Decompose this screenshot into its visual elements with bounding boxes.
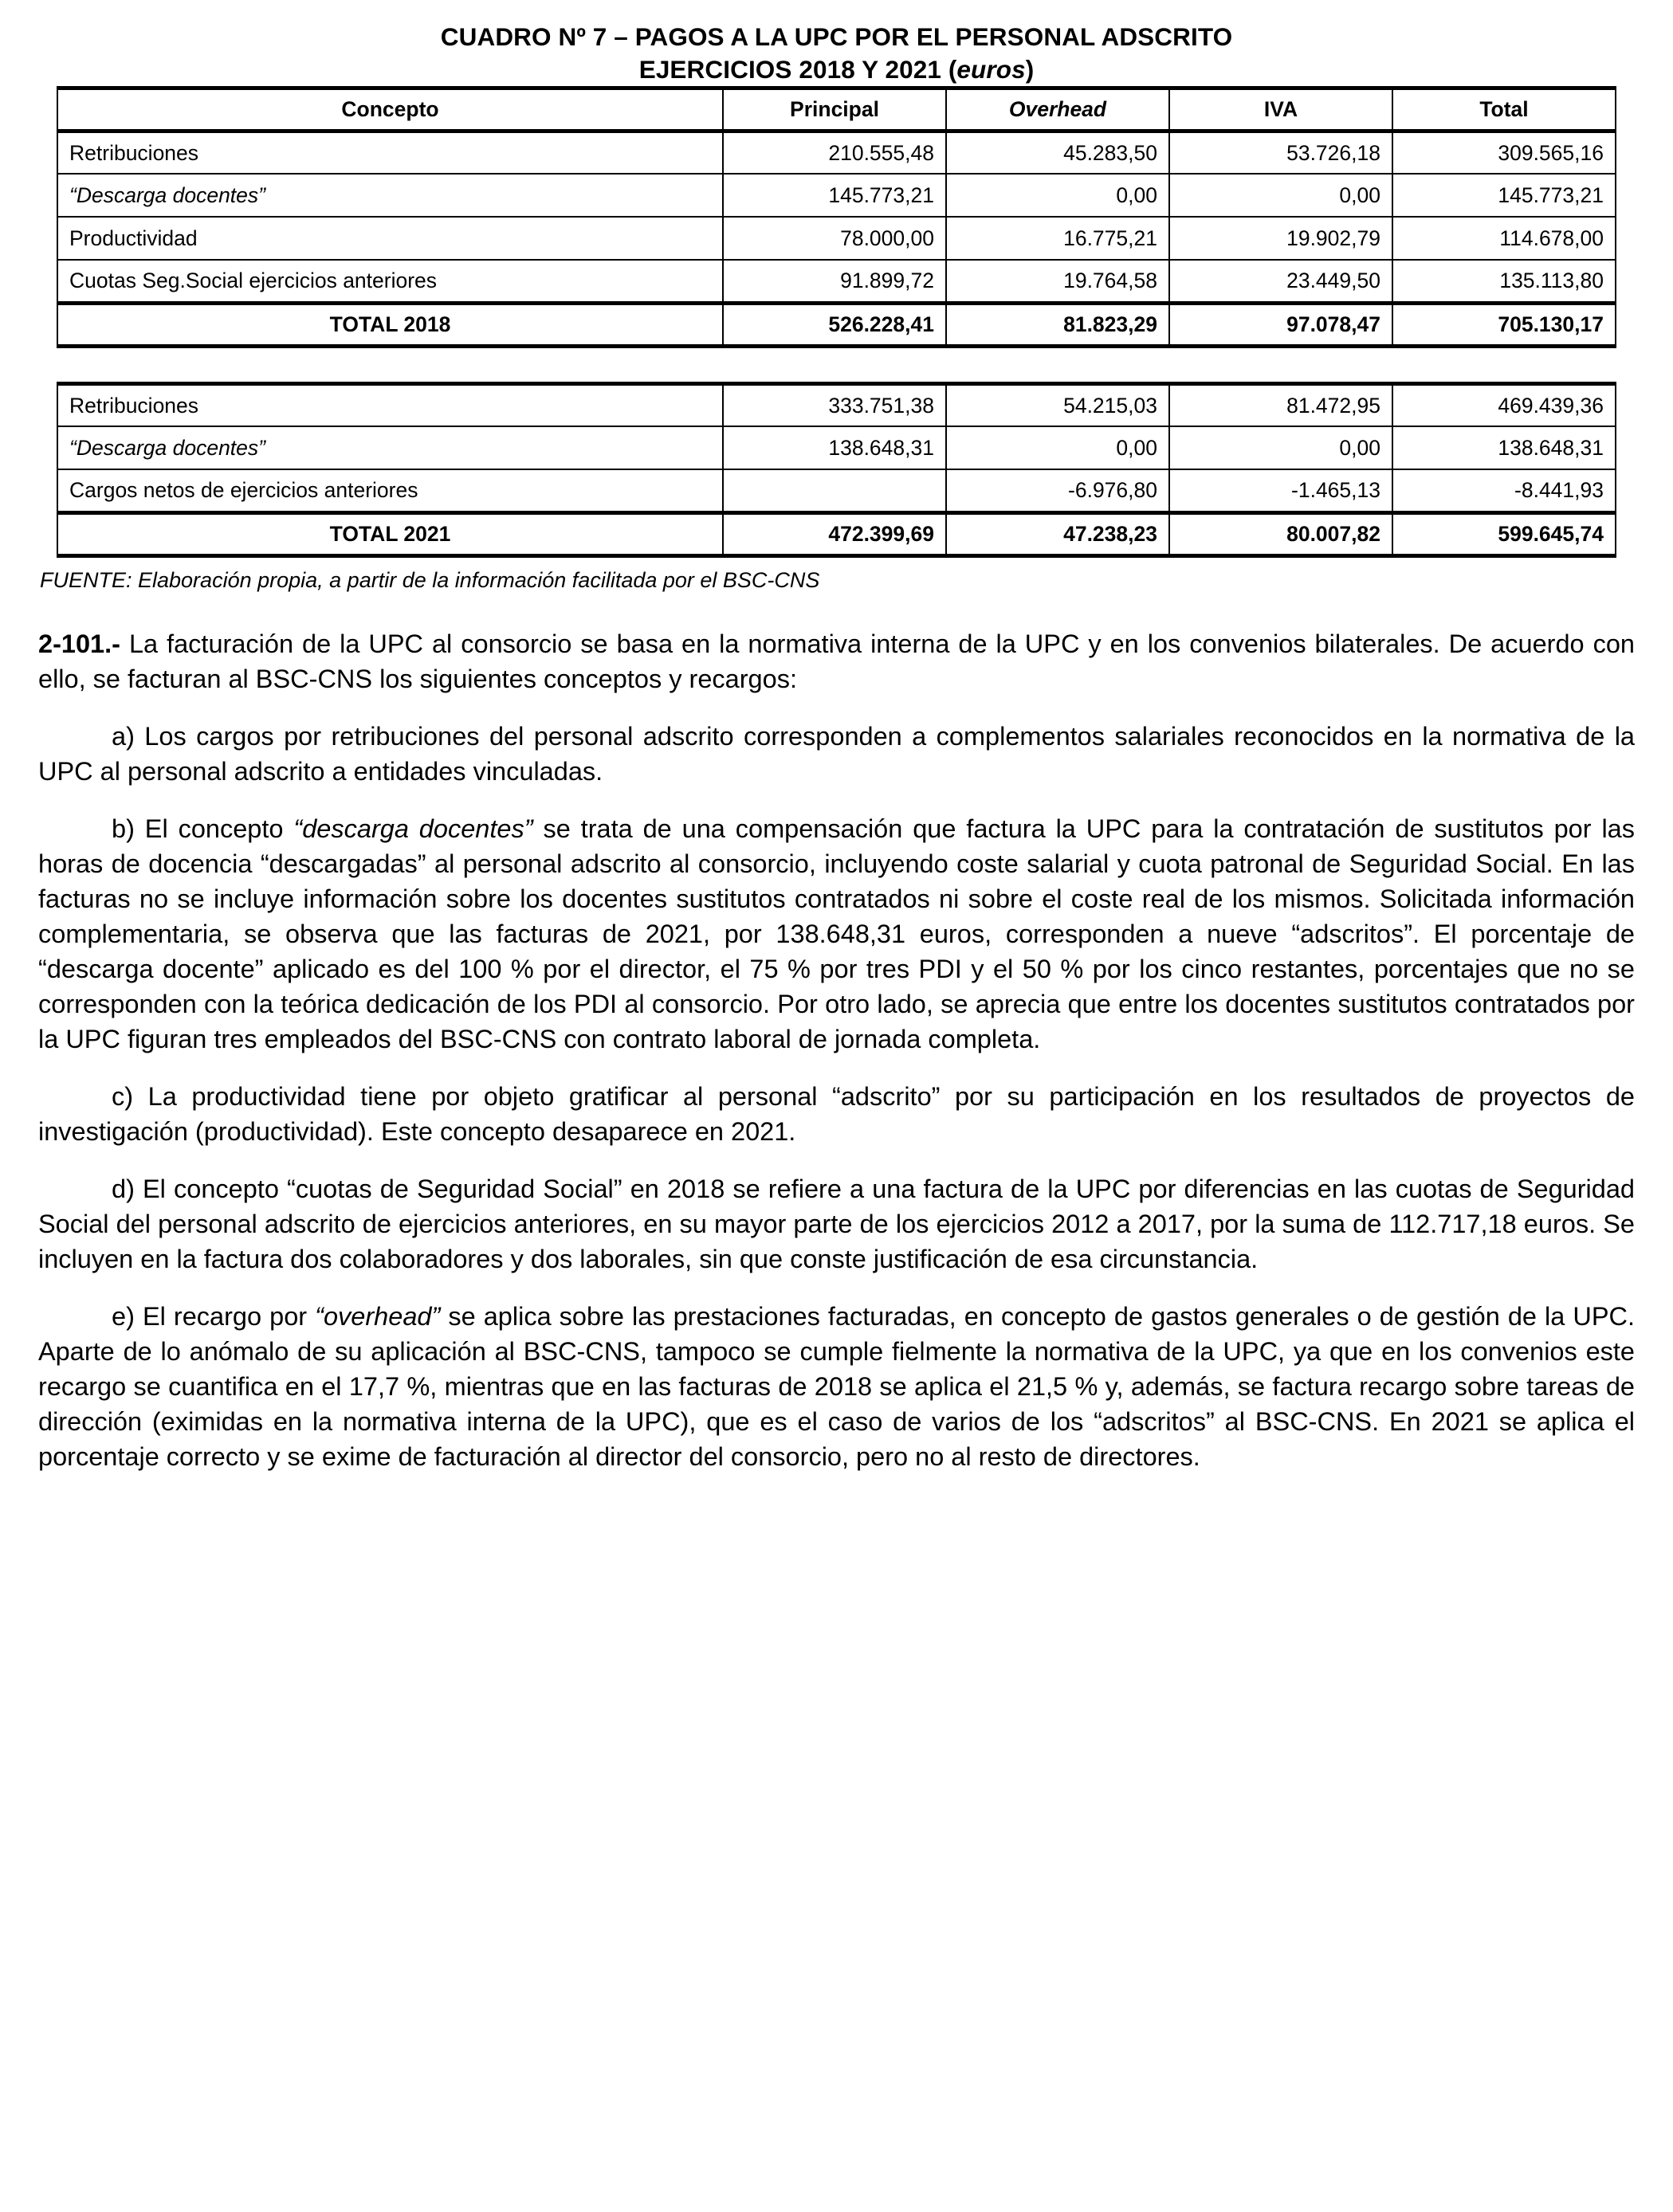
table-row [57,131,1616,174]
cell-overhead: 16.775,21 [946,217,1169,260]
paragraph-2-101 [38,626,1635,696]
table-header-row [57,88,1616,131]
cell-total-total: 599.645,74 [1392,512,1616,555]
col-header-iva: IVA [1169,88,1392,131]
cell-principal: 78.000,00 [723,217,946,260]
cell-concepto: Retribuciones [57,131,723,174]
paragraph-e [38,1299,1635,1474]
cell-concepto: Productividad [57,217,723,260]
col-header-overhead: Overhead [946,88,1169,131]
cell-iva: 53.726,18 [1169,131,1392,174]
cell-concepto: “Descarga docentes” [57,174,723,217]
paragraph-e-seg2: se aplica sobre las prestaciones facturadas, en concepto de gastos generales o de gestión de la UPC. Aparte de lo anómalo de su aplicación al BSC-CNS, tampoco se cumple fielmente la normativa de la UPC, ya que en los convenios este recargo se cuantifica en el 17,7 %, mientras que en las facturas de 2018 se aplica el 21,5 % y, además, se factura recargo sobre tareas de dirección (eximidas en la normativa interna de la UPC), que es el caso de varios de los “adscritos” al BSC-CNS. En 2021 se aplica el porcentaje correcto y se exime de facturación al director del consorcio, pero no al resto de directores. [38,1302,1635,1472]
cell-total: 114.678,00 [1392,217,1616,260]
cell-total: 138.648,31 [1392,426,1616,469]
table-pagos-2021 [57,382,1616,558]
cell-total: 145.773,21 [1392,174,1616,217]
cell-overhead: 0,00 [946,174,1169,217]
cell-total-label: TOTAL 2021 [57,512,723,555]
table-body-2018 [57,131,1616,346]
cell-principal: 333.751,38 [723,383,946,426]
cell-iva: 19.902,79 [1169,217,1392,260]
table-row [57,174,1616,217]
cell-overhead: 45.283,50 [946,131,1169,174]
cell-principal [723,469,946,512]
cell-total: -8.441,93 [1392,469,1616,512]
table-row [57,469,1616,512]
paragraph-marker: 2-101.- [38,629,120,658]
cell-principal: 138.648,31 [723,426,946,469]
table-row [57,260,1616,303]
cell-overhead: 54.215,03 [946,383,1169,426]
cell-concepto: Retribuciones [57,383,723,426]
cell-iva: 0,00 [1169,426,1392,469]
paragraph-b-italic-descarga-docentes: “descarga docentes” [293,814,533,843]
cell-principal: 91.899,72 [723,260,946,303]
cell-iva: -1.465,13 [1169,469,1392,512]
table-separator [38,348,1635,382]
title-line-1: CUADRO Nº 7 – PAGOS A LA UPC POR EL PERSONAL ADSCRITO [440,22,1233,51]
cell-total-label: TOTAL 2018 [57,303,723,346]
cell-iva: 81.472,95 [1169,383,1392,426]
table-total-row-2018 [57,303,1616,346]
cell-concepto: Cuotas Seg.Social ejercicios anteriores [57,260,723,303]
paragraph-b-seg2: se trata de una compensación que factura la UPC para la contratación de sustitutos por las horas de docencia “descargadas” al personal adscrito al consorcio, incluyendo coste salarial y cuota patronal de Seguridad Social. En las facturas no se incluye información sobre los docentes sustitutos contratados ni sobre el coste real de los mismos. Solicitada información complementaria, se observa que las facturas de 2021, por 138.648,31 euros, corresponden a nueve “adscritos”. El porcentaje de “descarga docente” aplicado es del 100 % por el director, el 75 % por tres PDI y el 50 % por los cinco restantes, porcentajes que no se corresponden con la teórica dedicación de los PDI al consorcio. Por otro lado, se aprecia que entre los docentes sustitutos contratados por la UPC figuran tres empleados del BSC-CNS con contrato laboral de jornada completa. [38,814,1635,1053]
table-2018-wrapper [38,86,1635,348]
cell-total: 309.565,16 [1392,131,1616,174]
table-pagos-2018 [57,86,1616,348]
table-body-2021 [57,383,1616,555]
col-header-principal: Principal [723,88,946,131]
cell-total-overhead: 47.238,23 [946,512,1169,555]
cell-overhead: 19.764,58 [946,260,1169,303]
title-line-2: EJERCICIOS 2018 Y 2021 (euros) [638,54,1035,84]
cell-total: 469.439,36 [1392,383,1616,426]
page-title [38,21,1635,86]
paragraph-b-seg1: b) El concepto [112,814,294,843]
title-euros-italic: euros [956,54,1026,84]
cell-total-principal: 526.228,41 [723,303,946,346]
paragraph-a: a) Los cargos por retribuciones del personal adscrito corresponden a complementos salariales reconocidos en la normativa de la UPC al personal adscrito a entidades vinculadas. [38,721,1635,786]
paragraph-c: c) La productividad tiene por objeto gratificar al personal “adscrito” por su participación en los resultados de proyectos de investigación (productividad). Este concepto desaparece en 2021. [38,1081,1635,1146]
table-total-row-2021 [57,512,1616,555]
cell-total: 135.113,80 [1392,260,1616,303]
col-header-total: Total [1392,88,1616,131]
cell-iva: 23.449,50 [1169,260,1392,303]
cell-total-overhead: 81.823,29 [946,303,1169,346]
source-note: FUENTE: Elaboración propia, a partir de la información facilitada por el BSC-CNS [40,567,820,592]
cell-iva: 0,00 [1169,174,1392,217]
paragraph-2-101-text: La facturación de la UPC al consorcio se basa en la normativa interna de la UPC y en los convenios bilaterales. De acuerdo con ello, se facturan al BSC-CNS los siguientes conceptos y recargos: [38,629,1635,693]
table-row [57,383,1616,426]
cell-total-principal: 472.399,69 [723,512,946,555]
cell-total-iva: 80.007,82 [1169,512,1392,555]
cell-principal: 145.773,21 [723,174,946,217]
paragraph-d: d) El concepto “cuotas de Seguridad Social” en 2018 se refiere a una factura de la UPC por diferencias en las cuotas de Seguridad Social del personal adscrito de ejercicios anteriores, en su mayor parte de los ejercicios 2012 a 2017, por la suma de 112.717,18 euros. Se incluyen en la factura dos colaboradores y dos laborales, sin que conste justificación de esa circunstancia. [38,1175,1635,1274]
cell-overhead: 0,00 [946,426,1169,469]
table-2021-wrapper [38,382,1635,558]
cell-total-iva: 97.078,47 [1169,303,1392,346]
table-header [57,88,1616,131]
cell-principal: 210.555,48 [723,131,946,174]
cell-overhead: -6.976,80 [946,469,1169,512]
table-row [57,217,1616,260]
table-row [57,426,1616,469]
cell-total-total: 705.130,17 [1392,303,1616,346]
paragraph-e-seg1: e) El recargo por [112,1302,316,1332]
cell-concepto: Cargos netos de ejercicios anteriores [57,469,723,512]
paragraph-b [38,811,1635,1057]
col-header-concepto: Concepto [57,88,723,131]
cell-concepto: “Descarga docentes” [57,426,723,469]
paragraph-e-italic-overhead: “overhead” [315,1302,441,1332]
